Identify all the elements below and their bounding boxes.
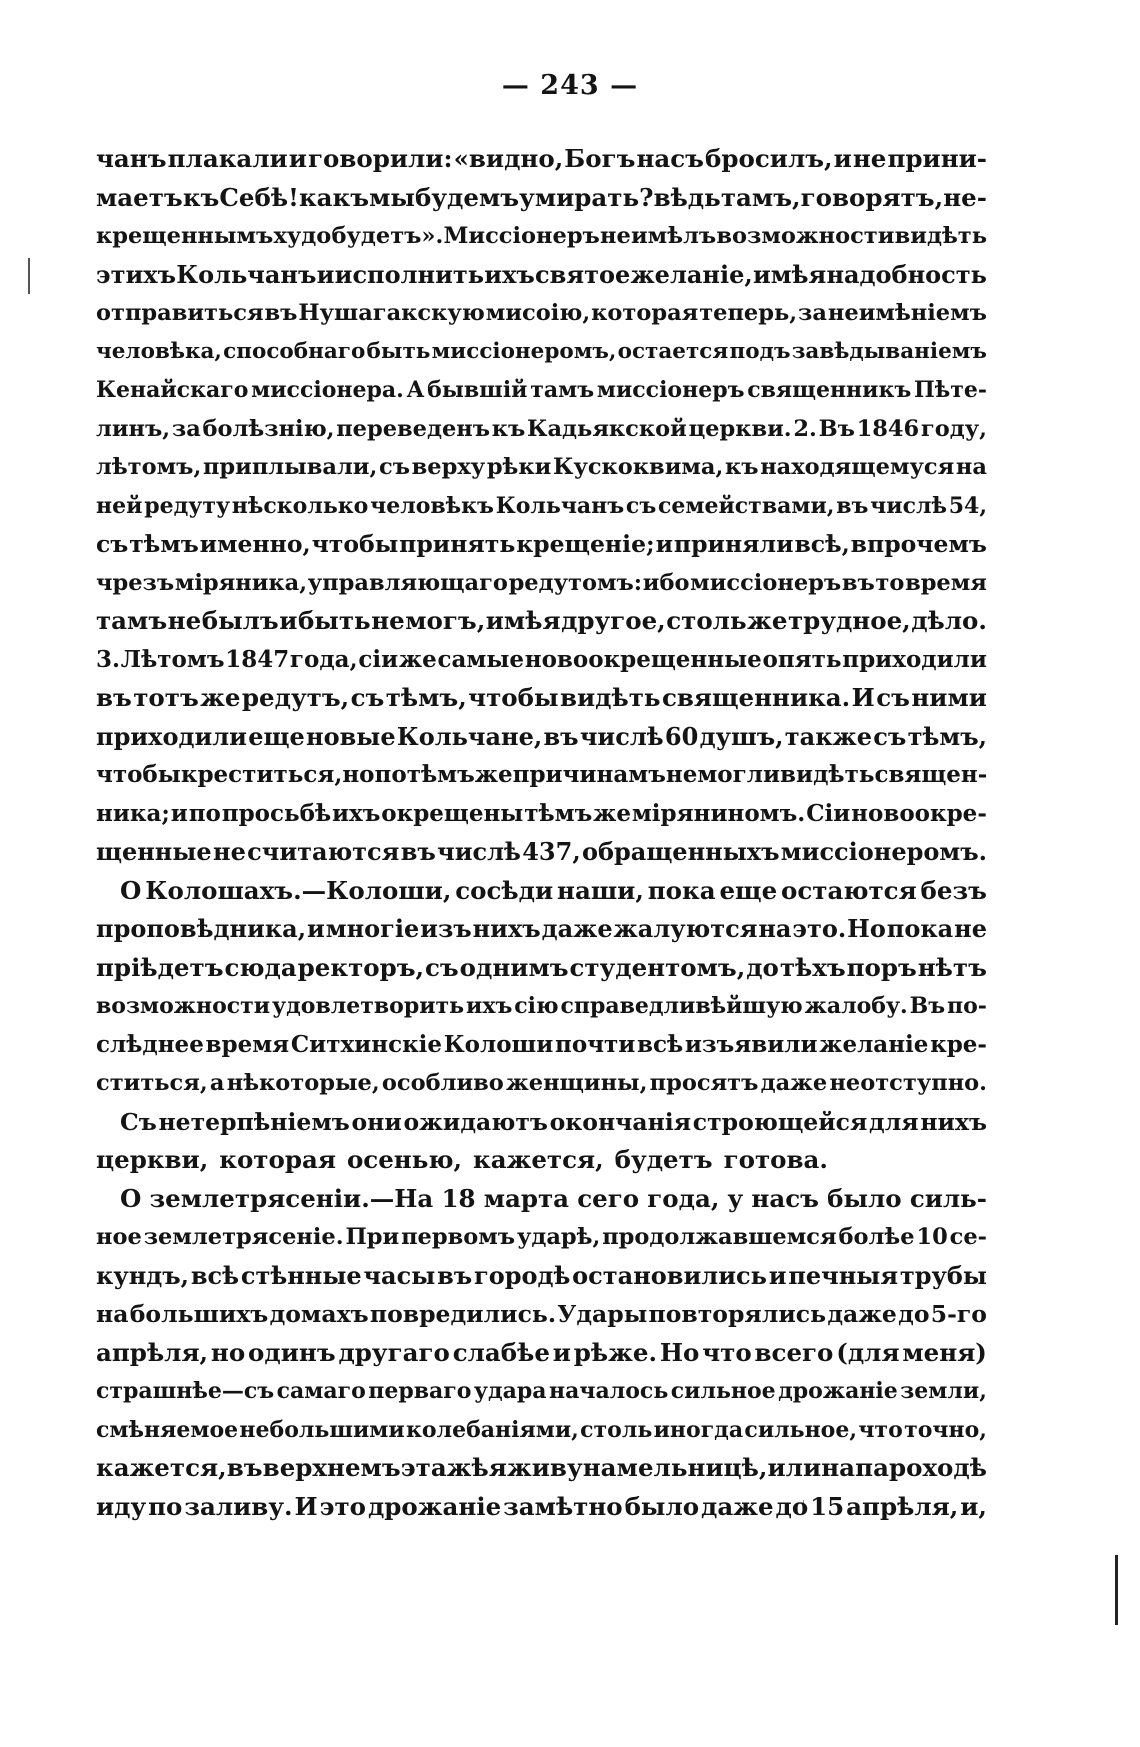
margin-mark bbox=[28, 258, 30, 294]
page-number: — 243 — bbox=[501, 70, 639, 101]
text-line: пріѣдетъ сюда ректоръ, съ однимъ студентомъ, до тѣхъ поръ нѣтъ bbox=[96, 952, 987, 982]
text-line: чанъ плакали и говорили: «видно, Богъ насъ бросилъ, и не прини- bbox=[96, 144, 987, 173]
text-line: чтобы креститься, но по тѣмъ же причинамъ не могли видѣть священ- bbox=[96, 761, 987, 788]
margin-mark bbox=[1115, 1555, 1118, 1625]
text-line: О Колошахъ.—Колоши, сосѣди наши, пока еще остаются безъ bbox=[120, 875, 987, 905]
text-line: приходили еще новые Кольчане, въ числѣ 60 душъ, также съ тѣмъ, bbox=[96, 721, 987, 751]
text-line: человѣка, способнаго быть миссіонеромъ, остается подъ завѣдываніемъ bbox=[96, 338, 987, 364]
text-line: тамъ не былъ и быть не могъ, имѣя другое, столь же трудное, дѣло. bbox=[96, 606, 987, 635]
text-line: ника; и по просьбѣ ихъ окрещены тѣмъ же міряниномъ. Сіи новоокре- bbox=[96, 799, 987, 827]
text-line: крещеннымъ худо будетъ». Миссіонеръ не имѣлъ возможности видѣть bbox=[96, 223, 987, 249]
text-line: возможности удовлетворить ихъ сію справедливѣйшую жалобу. Въ по- bbox=[96, 993, 987, 1019]
text-line: линъ, за болѣзнію, переведенъ къ Кадьякской церкви. 2. Въ 1846 году, bbox=[96, 415, 987, 442]
text-line: ней редуту нѣсколько человѣкъ Кольчанъ съ семействами, въ числѣ 54, bbox=[96, 492, 987, 519]
text-line: въ тотъ же редутъ, съ тѣмъ, чтобы видѣть священника. И съ ними bbox=[96, 683, 987, 712]
text-line: иду по заливу. И это дрожаніе замѣтно было даже до 15 апрѣля, и, bbox=[96, 1491, 987, 1521]
text-line: кажется, въ верхнемъ этажѣ я живу на мельницѣ, или на пароходѣ bbox=[96, 1453, 987, 1482]
text-line: съ тѣмъ именно, чтобы принять крещеніе; и приняли всѣ, впрочемъ bbox=[96, 530, 987, 558]
text-line: маетъ къ Себѣ! какъ мы будемъ умирать? вѣдь тамъ, говорятъ, не- bbox=[96, 182, 987, 212]
text-line: на большихъ домахъ повредились. Удары повторялись даже до 5-го bbox=[96, 1300, 987, 1328]
text-line: страшнѣе—съ самаго перваго удара началось сильное дрожаніе земли, bbox=[96, 1378, 987, 1404]
text-line: Кенайскаго миссіонера. А бывшій тамъ миссіонеръ священникъ Пѣте- bbox=[96, 377, 987, 403]
text-line: щенные не считаются въ числѣ 437, обращенныхъ миссіонеромъ. bbox=[96, 837, 987, 866]
text-line: лѣтомъ, приплывали, съ верху рѣки Кускоквима, къ находящемуся на bbox=[96, 454, 987, 480]
text-line: этихъ Кольчанъ и исполнить ихъ святое желаніе, имѣя надобность bbox=[96, 259, 987, 289]
text-line: смѣняемое небольшими колебаніями, столь иногда сильное, что точно, bbox=[96, 1416, 987, 1443]
text-line: Съ нетерпѣніемъ они ожидаютъ окончанія строющейся для нихъ bbox=[120, 1107, 987, 1136]
body-text bbox=[96, 140, 987, 1526]
text-line: О землетрясеніи.—На 18 марта сего года, у насъ было силь- bbox=[120, 1183, 987, 1213]
text-line: церкви, которая осенью, кажется, будетъ готова. bbox=[96, 1145, 828, 1174]
text-line: ное землетрясеніе. При первомъ ударѣ, продолжавшемся болѣе 10 се- bbox=[96, 1224, 987, 1250]
text-line: слѣднее время Ситхинскіе Колоши почти всѣ изъявили желаніе кре- bbox=[96, 1030, 987, 1058]
text-line: апрѣля, но одинъ другаго слабѣе и рѣже. Но что всего (для меня) bbox=[96, 1337, 987, 1367]
text-line: 3. Лѣтомъ 1847 года, сіи же самые новоокрещенные опять приходили bbox=[96, 645, 987, 673]
text-line: ститься, а нѣкоторые, особливо женщины, просятъ даже неотступно. bbox=[96, 1070, 987, 1096]
text-line: проповѣдника, и многіе изъ нихъ даже жалуются на это. Но пока не bbox=[96, 914, 987, 943]
text-line: чрезъ міряника, управляющаго редутомъ: ибо миссіонеръ въ то время bbox=[96, 569, 987, 596]
text-line: отправиться въ Нушагакскую мисоію, которая теперь, за неимѣніемъ bbox=[96, 300, 987, 326]
text-line: кундъ, всѣ стѣнные часы въ городѣ остановились и печныя трубы bbox=[96, 1260, 987, 1290]
